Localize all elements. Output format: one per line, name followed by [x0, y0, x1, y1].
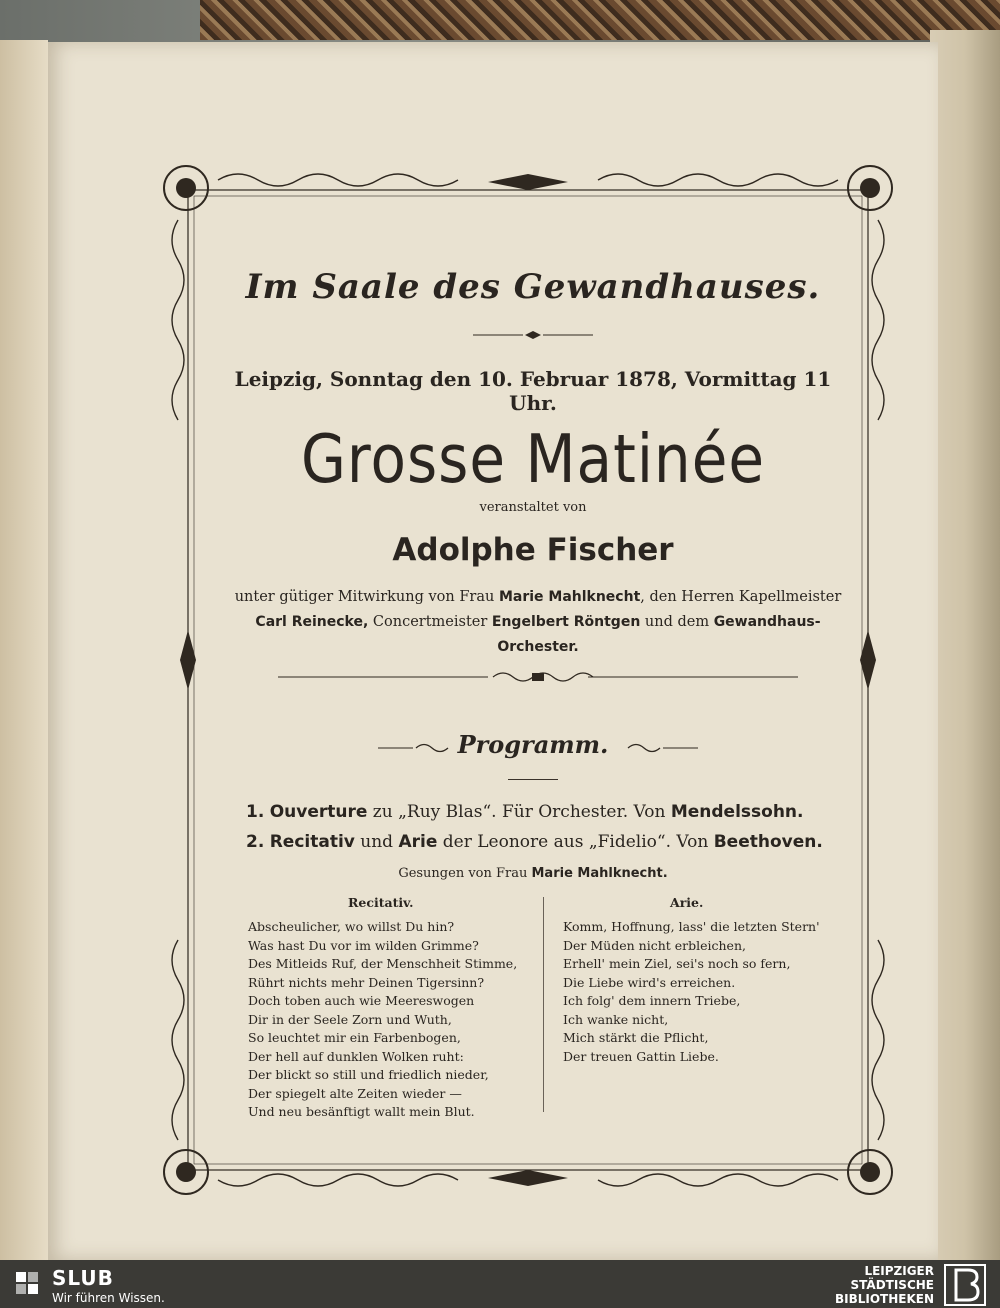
verse-line: Der Müden nicht erbleichen, [563, 937, 746, 953]
recitativ-text [248, 918, 538, 1122]
performer-name: Engelbert Röntgen [491, 614, 641, 630]
marbled-edge [200, 0, 1000, 40]
verse-line: So leuchtet mir ein Farbenbogen, [248, 1030, 461, 1045]
verse-line: Und neu besänftigt wallt mein Blut. [248, 1104, 475, 1119]
lsb-line: LEIPZIGER [864, 1264, 934, 1278]
performer-name: Gewandhaus-Orchester. [497, 614, 821, 655]
item-title: Ouverture [269, 802, 368, 822]
credits-text: und dem [640, 614, 714, 630]
item-title: Recitativ [269, 832, 355, 852]
arie-text [563, 918, 853, 1066]
verse-line: Ich wanke nicht, [563, 1011, 669, 1027]
small-rule-ornament-icon [473, 330, 593, 340]
slub-logo-icon[interactable] [14, 1270, 42, 1298]
document-page [48, 42, 938, 1260]
program-item-1 [246, 802, 866, 822]
slub-tagline: Wir führen Wissen. [52, 1291, 165, 1305]
lsb-line: BIBLIOTHEKEN [834, 1292, 934, 1306]
verse-line: Dir in der Seele Zorn und Wuth, [248, 1011, 452, 1027]
verse-line: Mich stärkt die Pflicht, [563, 1030, 709, 1045]
verse-line: Was hast Du vor im wilden Grimme? [248, 937, 479, 953]
recitativ-heading: Recitativ. [348, 895, 414, 910]
item-number: 2. [246, 832, 265, 852]
verse-line: Komm, Hoffnung, lass' die letzten Stern' [563, 919, 820, 934]
facing-page-edge [0, 40, 48, 1260]
verse-line: Abscheulicher, wo willst Du hin? [248, 919, 455, 934]
divider [508, 779, 558, 780]
credits-paragraph [228, 585, 848, 660]
date-line: Leipzig, Sonntag den 10. Februar 1878, Vormittag 11 Uhr. [234, 367, 832, 415]
lsb-logo-icon[interactable] [944, 1264, 986, 1306]
venue-heading: Im Saale des Gewandhauses. [245, 267, 821, 307]
long-rule-ornament-icon [278, 670, 798, 684]
verse-line: Rührt nichts mehr Deinen Tigersinn? [248, 974, 485, 990]
verse-line: Die Liebe wird's erreichen. [563, 974, 736, 990]
item-composer: Mendelssohn. [670, 802, 804, 822]
credits-text: Concertmeister [368, 614, 492, 630]
item-title: Arie [398, 832, 438, 852]
verse-line: Der treuen Gattin Liebe. [563, 1048, 719, 1064]
lsb-name[interactable] [814, 1264, 934, 1306]
main-title: Grosse Matinée [300, 420, 766, 499]
program-item-2 [246, 832, 866, 852]
organizer-name: Adolphe Fischer [392, 532, 674, 568]
footer-bar [0, 1260, 1000, 1308]
verse-line: Des Mitleids Ruf, der Menschheit Stimme, [248, 956, 518, 971]
sung-by-prefix: Gesungen von Frau [398, 866, 532, 881]
arie-heading: Arie. [670, 895, 704, 910]
credits-text: , den Herren Kapellmeister [640, 589, 842, 605]
verse-line: Der blickt so still und friedlich nieder, [248, 1067, 489, 1082]
performer-name: Marie Mahlknecht [498, 589, 641, 605]
item-composer: Beethoven. [713, 832, 823, 852]
item-text: zu „Ruy Blas“. Für Orchester. Von [367, 802, 671, 822]
verse-line: Der spiegelt alte Zeiten wieder — [248, 1085, 462, 1101]
verse-line: Doch toben auch wie Meereswogen [248, 993, 475, 1008]
flourish-right-icon [623, 742, 698, 754]
program-heading: Programm. [457, 730, 609, 759]
verse-line: Der hell auf dunklen Wolken ruht: [248, 1048, 464, 1064]
item-text: und [354, 832, 399, 852]
performer-name: Carl Reinecke, [255, 614, 369, 630]
verse-line: Erhell' mein Ziel, sei's noch so fern, [563, 956, 791, 971]
slub-name[interactable]: SLUB [52, 1266, 114, 1290]
lsb-line: STÄDTISCHE [850, 1278, 934, 1292]
singer-name: Marie Mahlknecht. [531, 866, 668, 881]
page-stack-edge [930, 30, 1000, 1260]
organizer-intro: veranstaltet von [479, 500, 587, 515]
sung-by-line [218, 866, 848, 881]
item-text: der Leonore aus „Fidelio“. Von [437, 832, 714, 852]
credits-text: unter gütiger Mitwirkung von Frau [234, 589, 499, 605]
verse-line: Ich folg' dem innern Triebe, [563, 993, 741, 1008]
item-number: 1. [246, 802, 265, 822]
column-divider [543, 897, 544, 1112]
